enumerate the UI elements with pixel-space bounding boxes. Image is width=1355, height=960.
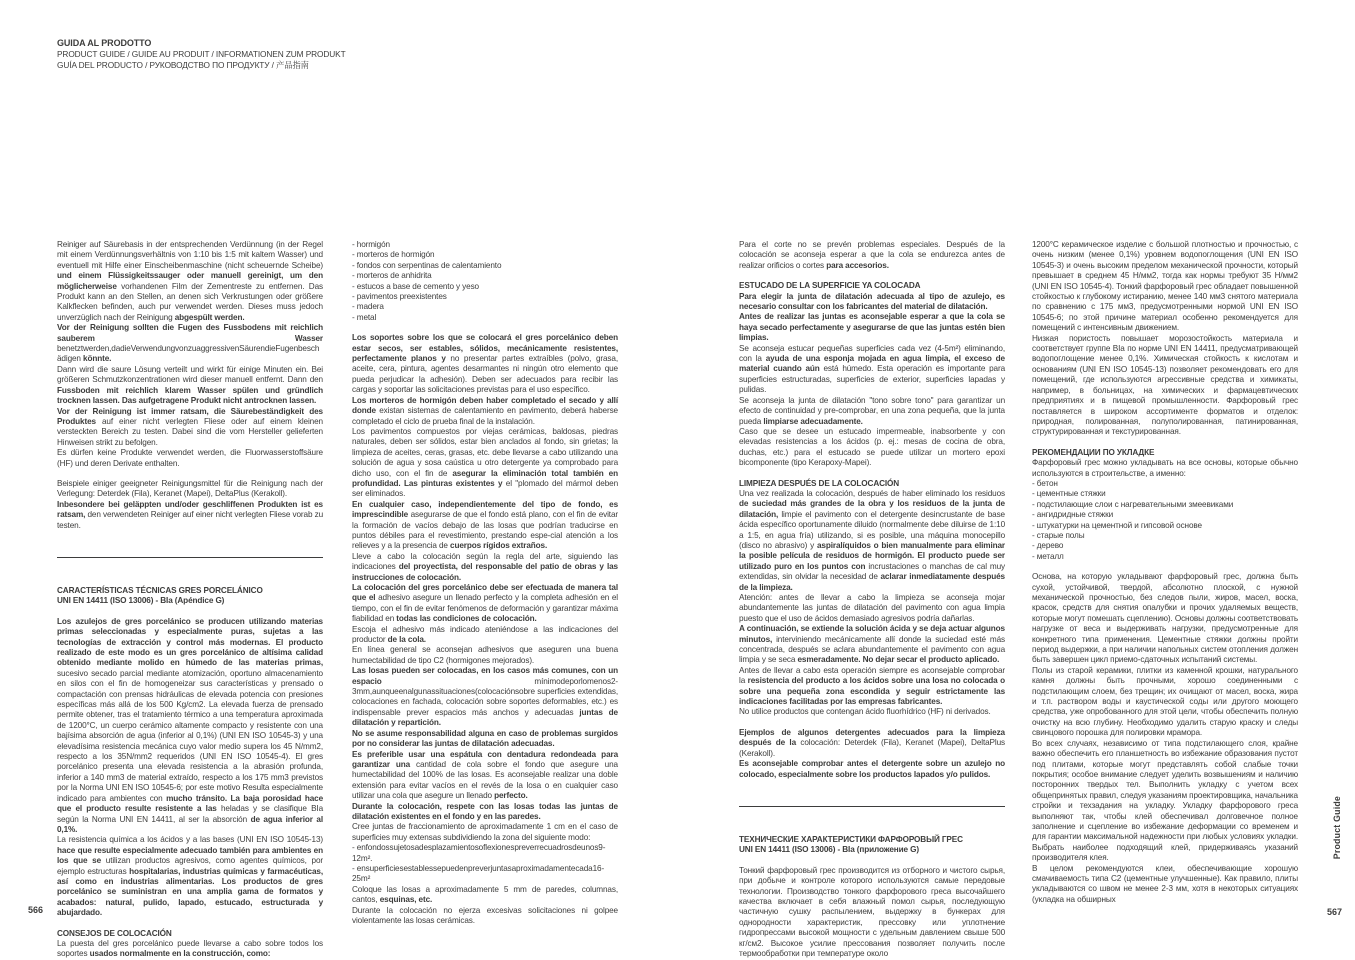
bold-text-run: resistencia del producto a los ácidos sobre una losa no colocada o sobre una pequeña zona escondida y seguir estrictamente las indicaciones facilitadas por las empresas fabricantes. [739, 676, 1005, 707]
bold-text-run: La colocación del gres porcelánico debe ser efectuada de manera tal que el [352, 583, 618, 603]
text-run: Полы из старой керамики, плитки из каменной крошки, натурального камня должны быть прочными, хорошо соединенными с подстилающим слоем, без трещин; их очищают от масел, воска, жира и т.п. раствором воды и каустической соды или другого моющего средства, уже опробованного для этой цели, чтобы обеспечить полную очистку на всю глубину. Необходимо удалить старую краску и следы свинцового порошка для полировки мрамора. [1032, 665, 1298, 738]
list-item: - ангидридные стяжки [1032, 510, 1114, 520]
text-run: Es dürfen keine Produkte verwendet werden, die Fluorwasserstoffsäure (HF) und deren Derivate enthalten. [57, 448, 323, 468]
paragraph [1032, 864, 1298, 906]
bold-text-run: de la cola. [387, 635, 426, 645]
text-run: La resistencia química a los ácidos y a las bases (UNI EN ISO 10545-13) [57, 835, 323, 845]
paragraph [57, 365, 323, 407]
spacer [739, 271, 1005, 281]
text-run: utilizan productos agresivos, como agentes químicos, por ejemplo estructuras [57, 856, 324, 876]
text-column-1 [57, 240, 323, 960]
section-heading: UNI EN 14411 (ISO 13006) - BIa (Apéndice G) [57, 596, 225, 606]
list-item: - металл [1032, 551, 1064, 561]
text-run: 1200°C керамическое изделие с большой плотностью и прочностью, с очень низким (менее 0,1%) уровнем водопоглощения (UNI EN ISO 10545-3) и очень высоким пределом механической прочности, который превышает в среднем 45 Н/мм2, тогда как нормы требуют 35 Н/мм2 (UNI EN ISO 10545-4). Тонкий фарфоровый грес обладает повышенной стойкостью к глубокому истиранию, менее 140 мм3 снятого материала по сравнению с 175 мм3, предусмотренными нормой UNI EN ISO 10545-6; по этой причине материал особенно рекомендуется для помещений с интенсивным движением. [1032, 240, 1298, 333]
spacer [739, 718, 1005, 728]
bold-text-run: Para elegir la junta de dilatación adecuada al tipo de azulejo, es necesario consultar con los fabricantes del material de dilatación. [739, 291, 1005, 312]
list-item: - hormigón [352, 240, 390, 249]
list-item: - morteros de hormigón [352, 250, 435, 260]
text-run: Cree juntas de fraccionamiento de aproximadamente 1 cm en el caso de superficies muy extensas subdividiendo la zona del siguiente modo: [352, 822, 618, 842]
bold-text-run: könnte. [83, 354, 112, 364]
paragraph [352, 802, 618, 823]
spacer [1032, 438, 1298, 448]
bullet-list [352, 843, 618, 885]
bold-text-run: usados normalmente en la construcción, como: [89, 949, 271, 959]
text-run: interviniendo mecánicamente allí donde la suciedad esté más concentrada, después se aclara abundantemente el pavimento con agua limpia y se seca [739, 634, 1006, 665]
bold-text-run: cuerpos rígidos extraños. [450, 541, 548, 551]
text-run: Se aconseja la junta de dilatación "tono sobre tono" para garantizar un efecto de continuidad y pre-comprobar, en una zona pequeña, que la junta pueda [739, 395, 1005, 426]
page-number-left: 566 [28, 905, 44, 915]
text-run: Durante la colocación no ejerza excesivas solicitaciones ni golpee violentamente las losas cerámicas. [352, 905, 618, 925]
text-run: Низкая пористость повышает морозостойкость материала и соответствует группе BIa по норме UNI EN 14411, предусматривающей водопоглощение менее 0,1%. Химическая стойкость к кислотам и основаниям (UNI EN ISO 10545-13) позволяет рекомендовать его для помещений, где используются агрессивные средства и химикаты, например, в больницах, на химических и фармацевтических предприятиях и в пищевой промышленности. Фарфоровый грес поставляется в широком ассортименте форматов и отделок: природная, полированная, полуполированная, патинированная, структурированная и текстурированная. [1032, 333, 1298, 437]
paragraph [739, 292, 1005, 313]
text-run: Lleve a cabo la colocación según la regla del arte, siguiendo las indicaciones [352, 551, 618, 572]
bold-text-run: hospitalarias, industrias químicas y farmacéuticas, así como en industrias alimentarias. Los productos de gres porcelánico se suministran en una amplia gama de formatos y acabados: natural, pulido, lapado, estucado, estructurada y abujardado. [57, 866, 323, 918]
paragraph [739, 344, 1005, 396]
bold-text-run: asegurar la eliminación total también en profundidad. Las pinturas existentes y [352, 468, 619, 488]
bold-text-run: limpiarse adecuadamente. [763, 416, 863, 426]
list-item: - старые полы [1032, 530, 1085, 540]
bullet-list [352, 240, 618, 323]
paragraph [352, 396, 618, 427]
paragraph [1032, 458, 1298, 479]
text-run: Beispiele einiger geeigneter Reinigungsmittel für die Reinigung nach der Verlegung: Deterdek (Fila), Keranet (Mapei), DeltaPlus (Kerakoll). [57, 478, 323, 499]
list-item: - enfondossujetosadesplazamientosoflexionespreverrecuadrosdeunos9-12m². [352, 843, 606, 863]
text-run: cantidad de cola sobre el fondo que asegure una humectabilidad del 100% de las losas. Es aconsejable realizar una doble extensión para evitar vacíos en el revés de la losa o en cualquier caso utilizar una cola que asegure un llenado [352, 759, 618, 801]
bold-text-run: Inbesondere bei geläppten und/oder geschliffenen Produkten ist es ratsam, [57, 499, 323, 520]
text-run: el "plomado del mármol deben ser eliminados. [352, 478, 618, 499]
paragraph [57, 835, 323, 918]
bold-text-run: aspiralíquidos o bien manualmente para eliminar la posible película de residuos de hormigón. El producto puede ser utilizado puro en los puntos con [739, 540, 1005, 571]
list-item: - штукатурки на цементной и гипсовой основе [1032, 520, 1202, 530]
bold-text-run: Es aconsejable comprobar antes el detergente sobre un azulejo no colocado, especialmente sobre los productos lapados y/o pulidos. [739, 759, 1005, 779]
section-heading: ESTUCADO DE LA SUPERFICIE YA COLOCADA [739, 281, 921, 291]
bold-text-run: No se asume responsabilidad alguna en caso de problemas surgidos por no considerar las juntas de dilatación adecuadas. [352, 728, 618, 749]
text-run: En línea general se aconsejan adhesivos que aseguren una buena humectabilidad de tipo C2 (hormigones mejorados). [352, 645, 618, 665]
paragraph [1032, 666, 1298, 739]
paragraph [57, 939, 323, 960]
section-divider [57, 557, 323, 558]
bold-text-run: und einem Flüssigkeitssauger oder manuell gereinigt, um den möglicherweise [57, 271, 323, 291]
bold-text-run: esquinas, etc. [379, 895, 433, 905]
list-item: - подстилающие слои с нагревательными змеевиками [1032, 499, 1234, 509]
text-run: benetztwerden,dadieVerwendungvonzuaggressivenSäurendieFugenbeschädigen [57, 344, 320, 364]
list-item: - pavimentos preexistentes [352, 292, 447, 302]
paragraph [352, 645, 618, 666]
text-run: Para el corte no se prevén problemas especiales. Después de la colocación se aconseja esperar a que la cola se endurezca antes de realizar orificios o cortes [739, 240, 1005, 270]
page-header-subtitle-2: GUÍA DEL PRODUCTO / РУКОВОДСТВО ПО ПРОДУКТУ / 产品指南 [57, 59, 309, 70]
side-label-product-guide: Product Guide [1332, 796, 1342, 860]
paragraph [352, 625, 618, 646]
text-column-3 [739, 240, 1005, 959]
list-item: - цементные стяжки [1032, 489, 1106, 499]
list-item: - дерево [1032, 541, 1064, 551]
page-header-subtitle-1: PRODUCT GUIDE / GUIDE AU PRODUIT / INFORMATIONEN ZUM PRODUKT [57, 49, 346, 59]
text-run: Основа, на которую укладывают фарфоровый грес, должна быть сухой, устойчивой, твердой, абсолютно плоской, с нужной механической прочностью, без следов пыли, жиров, масел, воска, красок, средств для снятия опалубки и прочих удаляемых веществ, которые могут помешать сцеплению). Основы должны соответствовать нагрузке от веса и выдерживать нагрузки, предусмотренные для конкретного типа применения. Цементные стяжки должны пройти период выдержки, а при наличии напольных систем отопления должен быть завершен цикл приемо-сдаточных испытаний системы. [1032, 572, 1298, 665]
text-run: auf einer nicht verlegten Fliese oder auf einem kleinen versteckten Bereich zu testen. Dabei sind die vom Hersteller gelieferten Hinweisen strikt zu befolgen. [57, 416, 323, 447]
text-run: colocación: Deterdek (Fila), Keranet (Mapei), DeltaPlus (Kerakoll). [739, 738, 1005, 758]
bold-text-run: del proyectista, del responsable del patio de obras y las instrucciones de colocación. [352, 562, 618, 582]
text-run: sucesivo secado parcial mediante atomización, oportuno almacenamiento en silos con el fin de homogeneizar sus características y prensado o compactación con prensas hidráulicas de elevada potencia con presiones específicas más allá de los 500 Kg/cm2. La elevada fuerza de prensado permite obtener, tras el tratamiento térmico a una temperatura aproximada de 1200°C, un cuerpo cerámico altamente compacto y resistente con una bajísima absorción de agua (inferior al 0,1%) (UNI EN ISO 10545-3) y una elevadísima resistencia mecánica cuyo valor medio supera los 45 N/mm2, respecto a los 35N/mm2 requeridos (UNI EN ISO 10545-4). El gres porcelánico presenta una elevada resistencia a la abrasión profunda, inferior a 140 mm3 de material extraído, respecto a los 175 mm3 previstos por la Norma UNI EN ISO 10545-6; por este motivo Resulta especialmente indicado para ambientes con [57, 668, 323, 803]
paragraph [739, 240, 1005, 271]
paragraph [352, 666, 618, 728]
list-item: - morteros de anhidrita [352, 271, 432, 281]
bold-text-run: Los azulejos de gres porcelánico se producen utilizando materias primas seleccionadas y especialmente puras, sujetas a las tecnologías de extracción y control más modernas. El producto realizado de este modo es un gres porcelánico de altísima calidad obtenido mediante molido en húmedo de las materias primas, [57, 616, 323, 668]
bold-text-run: esmeradamente. No dejar secar el producto aplicado. [797, 655, 1000, 665]
bold-text-run: Los morteros de hormigón deben haber completado el secado y allí donde [352, 395, 618, 416]
paragraph [352, 906, 618, 927]
paragraph [57, 407, 323, 449]
text-run: mínimodeporlomenos2-3mm,aunqueenalgunassituaciones(colocaciónsobre superficies extendidas, colocaciones en fachada, colocación sobre soportes deformables, etc.) es indispensable prever espacios más anchos y adecuadas [352, 676, 618, 717]
paragraph [352, 822, 618, 843]
bold-text-run: de suciedad más grandes de la obra y los residuos de la junta de dilatación, [739, 499, 1005, 519]
bold-text-run: hace que resulte especialmente adecuado también para ambientes en los que se [57, 845, 323, 866]
bold-text-run: ayuda de una esponja mojada en agua limpia, el exceso de material cuando aún [739, 354, 1005, 374]
paragraph [1032, 334, 1298, 438]
section-heading: ТЕХНИЧЕСКИЕ ХАРАКТЕРИСТИКИ ФАРФОРОВЫЙ ГРЕС [739, 834, 963, 844]
bold-text-run: Los soportes sobre los que se colocará el gres porcelánico deben estar secos, ser estables, sólidos, mecánicamente resistentes, perfectamente planos y [352, 333, 618, 364]
list-item: - бетон [1032, 478, 1058, 488]
paragraph [352, 500, 618, 552]
section-divider [739, 806, 1005, 807]
list-item: - fondos con serpentinas de calentamiento [352, 260, 502, 270]
paragraph [352, 333, 618, 395]
paragraph [739, 728, 1005, 759]
bold-text-run: abgespült werden. [174, 312, 245, 322]
text-run: Тонкий фарфоровый грес производится из отборного и чистого сырья, при добыче и контроле которого используются самые передовые технологии. Производство тонкого фарфорового греса высочайшего качества включает в себя влажный помол сырья, последующую частичную сушку распылением, выдержку в бункерах для однородности характеристик, прессовку или уплотнение гидропрессами высокой мощности с удельным давлением свыше 500 кг/см2. Высокое усилие прессования позволяет получить после термообработки при температуре около [739, 865, 1005, 958]
paragraph [57, 323, 323, 365]
text-run: В целом рекомендуются клеи, обеспечивающие хорошую смачиваемость типа C2 (цементные улучшенные). Как правило, плиты укладываются со швом не менее 2-3 мм, хотя в некоторых ситуациях (укладка на обширных [1032, 863, 1298, 904]
paragraph [739, 707, 1005, 717]
spacer [1032, 562, 1298, 572]
paragraph [57, 500, 323, 531]
bold-text-run: En cualquier caso, independientemente del tipo de fondo, es imprescindible [352, 499, 618, 520]
bold-text-run: de agua inferior al 0,1%. [57, 814, 323, 834]
paragraph [1032, 739, 1298, 864]
paragraph [352, 427, 618, 500]
text-run: Caso que se desee un estucado impermeable, inabsorbente y con elevadas resistencias a los ácidos (p. ej.: mesas de cocina de obra, duchas, etc.) para el estucado se puede utilizar un mortero epoxi bicomponente (tipo Kerapoxy-Mapei). [739, 426, 1005, 468]
text-run: Los pavimentos compuestos por viejas cerámicas, baldosas, piedras naturales, deben ser sólidos, estar bien anclados al fondo, sin grietas; la limpieza de aceites, ceras, grasas, etc. debe llevarse a cabo utilizando una solución de agua y sosa caústica u otro detergente ya comprobado para dicho uso, con el fin de [352, 426, 618, 478]
text-column-2 [352, 240, 618, 926]
paragraph [739, 312, 1005, 343]
paragraph [1032, 572, 1298, 666]
paragraph [739, 624, 1005, 666]
paragraph [739, 427, 1005, 469]
text-run: Escoja el adhesivo más indicado ateniéndose a las indicaciones del productor [352, 624, 618, 645]
page-number-right: 567 [1326, 907, 1342, 917]
bold-text-run: para accesorios. [826, 260, 889, 270]
bold-text-run: Fussboden mit reichlich klarem Wasser spülen und gründlich trocknen lassen. Das aufgetragene Produkt nicht antrocknen lassen. [57, 385, 323, 406]
text-run: incrustaciones o manchas de cal muy extendidas, sin olvidar la necesidad de [739, 561, 1006, 582]
paragraph [739, 396, 1005, 427]
text-run: Reiniger auf Säurebasis in der entsprechenden Verdünnung (in der Regel mit einem Verdünnungsverhältnis von 1:10 bis 1:5 mit kaltem Wasser) und eventuell mit Hilfe einer Einscheibenmaschine (nicht scheuernde Scheibe) [57, 240, 323, 270]
section-heading: CONSEJOS DE COLOCACIÓN [57, 928, 172, 938]
paragraph [739, 759, 1005, 780]
bold-text-run: Antes de realizar las juntas es aconsejable esperar a que la cola se haya secado perfectamente y asegurarse de que las juntas estén bien limpias. [739, 312, 1005, 343]
text-column-4 [1032, 240, 1298, 905]
spacer [57, 607, 323, 617]
text-run: Antes de llevar a cabo esta operación siempre es aconsejable comprobar la [739, 665, 1005, 686]
bold-text-run: juntas de dilatación y repartición. [352, 707, 618, 728]
paragraph [352, 729, 618, 750]
text-run: Coloque las losas a aproximadamente 5 mm de paredes, columnas, cantos, [352, 884, 618, 905]
paragraph [739, 866, 1005, 960]
text-run: Una vez realizada la colocación, después de haber eliminado los residuos [739, 488, 1005, 498]
text-run: existan sistemas de calentamiento en pavimento, deberá haberse completado el ciclo de prueba final de la instalación. [352, 406, 618, 426]
bold-text-run: Es preferible usar una espátula con dentadura redondeada para garantizar una [352, 749, 618, 769]
paragraph [57, 448, 323, 469]
spacer [352, 323, 618, 333]
bold-text-run: Durante la colocación, respete con las losas todas las juntas de dilatación existentes en el fondo y en las paredes. [352, 801, 618, 821]
paragraph [1032, 240, 1298, 334]
paragraph [739, 489, 1005, 593]
paragraph [352, 750, 618, 802]
paragraph [352, 552, 618, 583]
text-run: Se aconseja estucar pequeñas superficies cada vez (4-5m²) eliminando, con la [739, 343, 1005, 364]
spacer [57, 469, 323, 479]
bold-text-run: A continuación, se extiende la solución ácida y se deja actuar algunos minutos, [739, 624, 1005, 644]
page-header-title: GUIDA AL PRODOTTO [57, 38, 152, 48]
text-run: adhesivo asegure un llenado perfecto y la completa adhesión en el tiempo, con el fin de evitar fenómenos de deformación y garantizar máxima fiabilidad en [352, 593, 618, 624]
text-run: está húmedo. Esta operación es importante para superficies estructuradas, superficies de exterior, superficies lapadas y pulidas. [739, 364, 1006, 395]
bold-text-run: perfecto. [494, 791, 528, 801]
spacer [739, 469, 1005, 479]
text-run: La puesta del gres porcelánico puede llevarse a cabo sobre todos los soportes [57, 938, 323, 959]
paragraph [352, 583, 618, 625]
paragraph [57, 479, 323, 500]
page-header [57, 38, 346, 70]
text-run: no presentar partes extraíbles (polvo, grasa, aceite, cera, pintura, agentes desarmantes ni ningún otro elemento que pueda perjudicar la adhesión). Deben ser adecuados para recibir las cargas y soportar las solicitaciones previstas para el uso específico. [352, 354, 618, 395]
section-heading: LIMPIEZA DESPUÉS DE LA COLOCACIÓN [739, 478, 900, 488]
bold-text-run: mucho tránsito. La baja porosidad hace que el producto resulte resistente a las [57, 793, 323, 814]
paragraph [739, 593, 1005, 624]
bold-text-run: Vor der Reinigung ist immer ratsam, die Säurebeständigkeit des Produktes [57, 406, 323, 426]
bullet-list [1032, 479, 1298, 562]
paragraph [57, 240, 323, 323]
paragraph [352, 885, 618, 906]
list-item: - estucos a base de cemento y yeso [352, 281, 479, 291]
list-item: - madera [352, 302, 384, 312]
spacer [739, 856, 1005, 866]
bold-text-run: Las losas pueden ser colocadas, en los casos más comunes, con un espacio [352, 666, 618, 686]
paragraph [739, 666, 1005, 708]
text-run: den verwendeten Reiniger auf einer nicht verlegten Fliese vorab zu testen. [57, 510, 323, 530]
bold-text-run: todas las condiciones de colocación. [396, 614, 537, 624]
text-run: Atención: antes de llevar a cabo la limpieza se aconseja mojar abundantemente las juntas de dilatación del pavimento con agua limpia puesto que el uso de ácidos demasiado agresivos podría dañarlas. [739, 593, 1005, 623]
text-run: limpie el pavimento con el detergente desincrustante de base ácida específico oportunamente diluido (normalmente debe diluirse de 1:10 a 1:5, en agua fría) utilizando, si es posible, una máquina monocepillo (disco no abrasivo) y [739, 509, 1005, 550]
text-run: asegurarse de que el fondo está plano, con el fin de evitar la formación de vacíos debajo de las losas que podrían traducirse en puntos débiles para el revestimiento, prestando espe-cial atención a los relieves y a la presencia de [352, 510, 618, 551]
bold-text-run: aclarar inmediatamente después de la limpieza. [739, 572, 1005, 592]
spacer [57, 919, 323, 929]
text-run: vorhandenen Film der Zementreste zu entfernen. Das Produkt kann an den Stellen, an denen sich Verkrustungen oder größere Kalkflecken befinden, auch pur verwendet werden. Dieses muss jedoch unverzüglich nach der Reinigung [57, 281, 323, 322]
section-heading: РЕКОМЕНДАЦИИ ПО УКЛАДКЕ [1032, 447, 1155, 457]
text-run: Во всех случаях, независимо от типа подстилающего слоя, крайне важно обеспечить его планшетность во избежание образования пустот под плитами, которые могут представлять собой слабые точки покрытия; особое внимание следует уделить возвышениям и наличию посторонних твердых тел. Выполнить укладку с учетом всех общепринятых правил, следуя указаниям проектировщика, начальника стройки и техзадания на укладку. Укладку фарфорового греса выполняют так, чтобы клей обеспечивал долговечное полное заполнение и сцепление во избежание деформации со временем и для гарантии максимальной надежности при любых условиях укладки. Выбрать наиболее подходящий клей, придерживаясь указаний производителя клея. [1032, 738, 1298, 863]
text-run: heladas y se clasifique BIa según la Norma UNI EN 14411, al ser la absorción [57, 804, 324, 824]
text-run: No utilice productos que contengan ácido fluorhídrico (HF) ni derivados. [739, 707, 991, 717]
text-run: Dann wird die saure Lösung verteilt und wirkt für einige Minuten ein. Bei größeren Schmutzkonzentrationen wird dieser manuell entfernt. Dann den [57, 364, 323, 385]
list-item: - ensuperficiesestablessepuedenpreverjuntasaproximadamentecada16-25m² [352, 863, 605, 884]
section-heading: CARACTERÍSTICAS TÉCNICAS GRES PORCELÁNICO [57, 585, 263, 595]
bold-text-run: Ejemplos de algunos detergentes adecuados para la limpieza después de la [739, 727, 1005, 748]
section-heading: UNI EN 14411 (ISO 13006) - BIa (приложение G) [739, 845, 919, 855]
paragraph [57, 617, 323, 836]
list-item: - metal [352, 312, 377, 322]
bold-text-run: Vor der Reinigung sollten die Fugen des Fussbodens mit reichlich sauberem Wasser [57, 323, 323, 343]
text-run: Фарфоровый грес можно укладывать на все основы, которые обычно используются в строительстве, а именно: [1032, 458, 1298, 478]
